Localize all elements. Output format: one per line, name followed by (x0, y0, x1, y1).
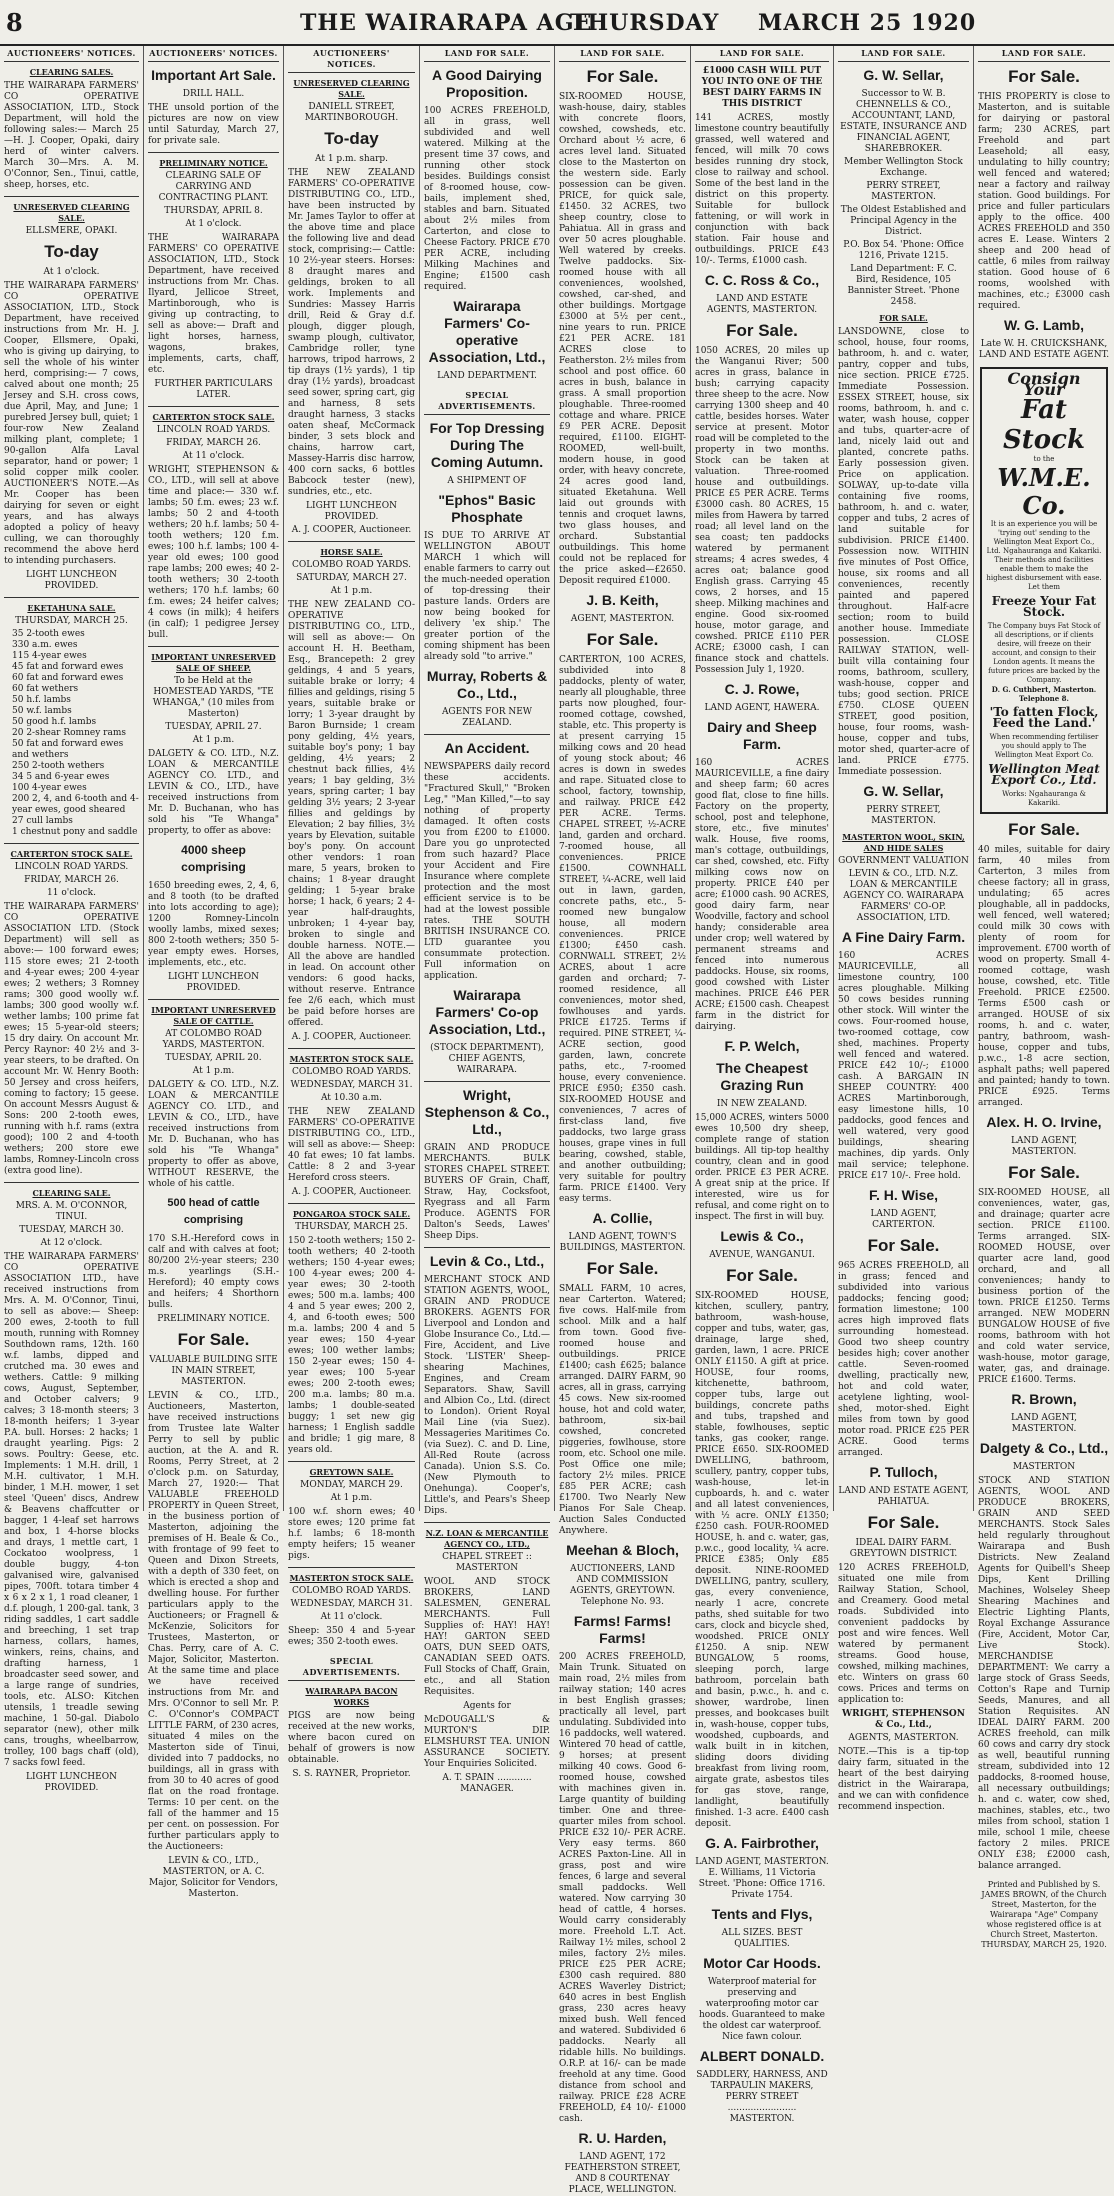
column-1 (0, 46, 143, 1793)
ad-line: When recommending fertiliser you should apply to The Wellington Meat Export Co. (989, 733, 1099, 759)
notice-time: At 11 o'clock. (182, 451, 245, 461)
agent-name: Alex. H. O. Irvine, (986, 1114, 1102, 1130)
ad-body: SIX-ROOMED HOUSE, wash-house, dairy, stables with concrete floors, cowshed, cowsheds, etc. Orchard about ½ acre, 6 acres level land. Situated close to the Masterton on the western side. Early possession can be given. PRICE, for quick sale, £1450. 32 ACRES, two sheep country, close to Pahiatua. All in grass and over 50 acres ploughable. Well watered by creeks. Twelve paddocks. Six-roomed house with all conveniences, woolshed, cowshed, car-shed, and other buildings. Mortgage £3000 at 5½ per cent., nine years to run. PRICE £21 PER ACRE. 181 ACRES close to Featherston. 2½ miles from school and post office. 60 acres in bush, balance in grass. A small proportion ploughable. Three-roomed cottage and whare. PRICE £9 PER ACRE. Deposit required, £1100. EIGHT-ROOMED, well-built, modern house, in good order, with heavy concrete, 24 acres good land, situated Eketahuna. Well laid out grounds with tennis and croquet lawns, two glass houses, and orchard. Substantial outbuildings. This home could not be replaced for the price asked—£2650. Deposit required £1000. (559, 92, 686, 586)
notice-body: Sheep: 350 4 and 5-year ewes; 350 2-tooth ewes. (288, 1626, 415, 1647)
notice-date: THURSDAY, APRIL 8. (164, 206, 263, 216)
ad-sign: LEVIN & CO., LTD., MASTERTON, or A. C. Major, Solicitor for Vendors, Masterton. (149, 1856, 278, 1899)
ad-body: SMALL FARM, 10 acres, near Carterton. Watered; five cows. Half-mile from school. Milk and a half from town. Good five-roomed house and outbuildings. PRICE £1400; cash £625; balance arranged. DAIRY FARM, 90 acres, all in grass, carrying 45 cows. New six-roomed house, hot and cold water, bathroom, six-bail cowshed, concreted piggeries, fowlhouse, store room, etc. School one mile. Post Office one mile; factory 2½ miles. PRICE £85 PER ACRE; cash £1700. Two Nearly New Pianos For Sale Cheap. Auction Sales Conducted Anywhere. (559, 1284, 686, 1536)
notice-body: DALGETY & CO. LTD., N.Z. LOAN & MERCANTILE AGENCY CO. LTD., and LEVIN & CO., LTD., have received instructions from Mr. D. Buchanan, who has sold his "Te Whanga" property to offer as above, WITHOUT RESERVE, the whole of his cattle. (148, 1080, 279, 1189)
ad-heading: Important Art Sale. (151, 67, 276, 83)
agent-name: Lewis & Co., (720, 1228, 804, 1244)
agent-name: F. H. Wise, (868, 1187, 939, 1203)
ad-heading: Levin & Co., Ltd., (429, 1253, 545, 1269)
ad-body: CARTERTON, 100 ACRES, subdivided into 8 paddocks, plenty of water, nearly all ploughable, three parts now ploughed, four-roomed cottage, cowshed, stable, etc. This property is at present carrying 15 milking cows and 20 head of young stock about; 46 acres is down in swedes and rape. Situated close to school, factory, township, and railway. PRICE £42 PER ACRE. Terms. CHAPEL STREET, ½-ACRE land, garden and orchard. 7-roomed house, all conveniences. PRICE £1500. COWNHALL STREET, ¼-ACRE, well laid out in lawn, garden, concrete paths, etc., 5-roomed new bungalow house, all modern conveniences. PRICE £1300; £450 cash. CORNWALL STREET, 2½ ACRES, about 1 acre garden and orchard; 7-roomed residence, all conveniences, motor shed, fowlhouses and yards. PRICE £1725. Terms if required. PINE STREET, ¼-ACRE section, good garden, lawn, concrete paths, etc., 7-roomed house, every convenience. PRICE £950; £350 cash. SIX-ROOMED HOUSE and conveniences, 7 acres of first-class land, five paddocks, two large grass houses, grape vines in full bearing, cowshed, stable, and another outbuilding; very suitable for poultry farm. PRICE £1400. Very easy terms. (559, 655, 686, 1204)
notice-more: FURTHER PARTICULARS LATER. (154, 379, 273, 400)
notice-heading: CLEARING SALES. (29, 67, 114, 77)
notice-heading: PRELIMINARY NOTICE. (159, 158, 268, 168)
agent-phone: P.O. Box 54. 'Phone: Office 1216, Private 1215. (843, 240, 964, 261)
agent-name: G. W. Sellar, (863, 783, 944, 799)
notice-time: At 11 o'clock. (320, 1612, 383, 1622)
notice-body: WRIGHT, STEPHENSON & CO., LTD., will sell at above time and place:— 330 w.f. lambs; 50 f.m. ewes; 23 w.f. lambs; 50 2 and 4-tooth wethers; 20 h.f. lambs; 50 4-tooth wethers; 120 f.m. ewes; 100 h.f. lambs; 100 4-year old ewes; 100 good rape lambs; 200 ewes; 40 2-tooth wethers; 30 2-tooth wethers; 170 h.f. lambs; 60 f.m. ewes; 24 heifer calves; 4 cows (in milk); 4 heifers (in calf); 1 pedigree Jersey bull. (148, 465, 279, 640)
newspaper-title: THE WAIRARAPA AGE (300, 10, 593, 36)
notice-heading: IMPORTANT UNRESERVED SALE OF SHEEP. (151, 652, 276, 673)
ad-heading: For Sale. (1008, 820, 1080, 839)
column-4 (419, 46, 554, 1794)
ad-body: 15,000 ACRES, winters 5000 ewes 10,500 dry sheep, complete range of station buildings. All tip-top healthy country, clean and in good order. PRICE £3 PER ACRE. A great snip at the price. If interested, wire us for refusal, and come right on to inspect. The first in will buy. (695, 1113, 829, 1222)
notice-time: At 1 p.m. (330, 586, 373, 596)
section-header: LAND FOR SALE. (424, 46, 550, 62)
divider (4, 597, 139, 598)
ad-heading: For Sale. (1008, 1163, 1080, 1182)
ad-sub: LAND DEPARTMENT. (437, 371, 537, 381)
agent-address: LAND AGENT, MASTERTON. E. Williams, 11 Victoria Street. 'Phone: Office 1716. Private 1754. (695, 1857, 829, 1900)
ad-subheading: 500 head of cattle comprising (167, 1197, 260, 1226)
agent-name: R. Brown, (1011, 1391, 1077, 1407)
ad-sub: ALL SIZES. BEST QUALITIES. (721, 1928, 803, 1949)
agent-name: P. Tulloch, (869, 1464, 938, 1480)
notice-lunch: LIGHT LUNCHEON PROVIDED. (168, 972, 259, 993)
notice-body: PIGS are now being received at the new works, where bacon cured on behalf of growers is now obtainable. (288, 1711, 415, 1765)
column-6 (690, 46, 833, 2124)
notice-body: THE WAIRARAPA FARMERS' CO OPERATIVE ASSOCIATION LTD. (Stock Department) will sell as above:— 100 forward ewes; 115 store ewes; 21 2-tooth and 4-year ewes; 200 4-year ewes; 2 wethers; 3 Romney rams; 300 good woolly w.f. lambs; 300 good woolly w.f. wether lambs; 100 prime fat ewes; 15 5-year-old steers; 15 dry dairy. On account Mr. Percy Raynor: 40 2½ and 3-year steers, to be drafted. On account Mr. W. Henry Booth: 50 Jersey and cross heifers, coming to factory; 15 geese. On account Messrs August & Sons: 200 2-tooth ewes, running with h.f. rams (extra good); 100 2 and 4-tooth wethers; 200 store ewe lambs, Romney-Lincoln cross (extra good line). (4, 902, 139, 1176)
ad-body: 120 ACRES FREEHOLD, situated one mile from Railway Station, School, and Creamery. Good metal roads. Subdivided into convenient paddocks by post and wire fences. Well watered by permanent streams. Good house, cowshed, milking machines, etc. Winters on grass 60 cows. Prices and terms on application to: (838, 1563, 969, 1705)
divider (288, 1203, 415, 1204)
notice-heading: MASTERTON STOCK SALE. (289, 1573, 414, 1583)
notice-date: TUESDAY, MARCH 30. (19, 1225, 124, 1235)
ad-line: D. G. Cuthbert, Masterton. Telephone 8. (991, 685, 1097, 703)
ad-heading: Wright, Stephenson & Co., Ltd., (424, 1087, 550, 1137)
ad-heading: ALBERT DONALD. (699, 2048, 825, 2064)
ad-body: 141 ACRES, mostly limestone country beautifully grassed, well watered and fenced, will milk 70 cows besides running dry stock, close to railway and school. Some of the best land in the district on this property. Suitable for bullock fattening, or will work in conjunction with back station. Fair house and outbuildings. PRICE £43 10/-. Terms, £1000 cash. (695, 113, 829, 266)
ad-body: LEVIN & CO., LTD. N.Z. LOAN & MERCANTILE AGENCY CO. WAIRARAPA FARMERS' CO-OP. ASSOCIATION, LTD. (843, 869, 964, 923)
stock-list-item: 45 fat and forward ewes (12, 662, 124, 672)
ad-body: 160 ACRES MAURICEVILLE, all limestone country, 100 acres ploughable. Milking 50 cows besides running other stock. Will winter the cows. Four-roomed house, two-roomed cottage, cow shed, machines. Property well fenced and watered. PRICE £42 10/-; £1000 cash. A BARGAIN IN SHEEP COUNTRY: 400 ACRES Martinborough, easy limestone hills, 10 paddocks, good fences and well watered, very good buildings, shearing machines, dip yards. Only mail service; telephone. PRICE £17 10/-. Free hold. (838, 951, 969, 1181)
notice-time: At 1 p.m. (192, 735, 235, 745)
ad-body: THIS PROPERTY is close to Masterton, and is suitable for dairying or pastoral farm; 230 ACRES, part Freehold and part Leasehold; all easy, undulating to hilly country; well fenced and watered; near a factory and railway station. Good buildings. For price and fuller particulars apply to the office. 400 ACRES FREEHOLD and 350 acres E. Lease. Winters 2 sheep and 200 head of cattle, 6 miles from railway station. Good house of 6 rooms, woolshed with machines, etc.; £3000 cash required. (978, 92, 1110, 311)
ad-heading: Wairarapa Farmers' Co-operative Association, Ltd., (428, 298, 546, 365)
notice-heading: GREYTOWN SALE. (309, 1467, 394, 1477)
notice-date: MONDAY, MARCH 29. (300, 1480, 403, 1490)
ad-body: LANSDOWNE, close to school, house, four rooms, bathroom, h. and c. water, pantry, copper and tubs, nice section. PRICE £725. Immediate Possession. ESSEX STREET, house, six rooms, bathroom, h. and c. water, wash house, copper and tubs, quarter-acre of land, nicely laid out and planted, concrete paths. Early possession given. Price on application. SOLWAY, up-to-date villa containing five rooms, bathroom, h. and c. water, copper and tubs, 2 acres of land suitable for subdivision. PRICE £1400. Possession now. WITHIN five minutes of Post Office, house, six rooms and all conveniences, recently painted and papered throughout. Half-acre section; room to build another house. Immediate possession. CLOSE RAILWAY STATION, well-built villa containing four rooms, bathroom, scullery, wash-house, copper and tubs; good section. PRICE £750. CLOSE QUEEN STREET, good position, house, four rooms, wash-house, copper and tubs, motor shed, quarter-acre of land. PRICE £775. Immediate possession. (838, 327, 969, 777)
agent-address: LAND AND ESTATE AGENTS, MASTERTON. (706, 294, 818, 315)
agent-address: PERRY STREET, MASTERTON. (866, 181, 941, 202)
notice-body: THE NEW ZEALAND FARMERS' CO-OPERATIVE DISTRIBUTING CO., LTD., will sell as above:— Sheep: 40 fat ewes; 10 fat lambs. Cattle: 8 2 and 3-year Hereford cross steers. (288, 1107, 415, 1183)
notice-heading: UNRESERVED CLEARING SALE. (293, 78, 410, 99)
notice-place: COLOMBO ROAD YARDS. (291, 560, 412, 570)
ad-heading: A Good Dairying Proposition. (432, 67, 542, 100)
stock-list-item: 50 h.f. lambs (12, 695, 71, 705)
ad-heading: For Sale. (177, 1330, 250, 1349)
ad-heading: For Sale. (1008, 67, 1080, 86)
ad-body: 965 ACRES FREEHOLD, all in grass; fenced and subdivided into various paddocks; fencing good; formation limestone; 100 acres high improved flats surrounding homestead. Good two sheep country besides high; cover another cattle. Seven-roomed dwelling, practically new, hot and cold water, acetylene lighting, wool-shed, motor-shed. Eight miles from town by good motor road. PRICE £25 PER ACRE. Good terms arranged. (838, 1261, 969, 1458)
stock-list-item: 50 good h.f. lambs (12, 717, 97, 727)
agent-name: G. W. Sellar, (863, 67, 944, 83)
notice-heading: CARTERTON STOCK SALE. (10, 849, 133, 859)
divider (4, 196, 139, 197)
agent-name: F. P. Welch, (724, 1038, 800, 1054)
stock-list-item: 50 w.f. lambs (12, 706, 72, 716)
agent-member: Member Wellington Stock Exchange. (844, 157, 963, 178)
notice-heading: MASTERTON STOCK SALE. (289, 1054, 414, 1064)
notice-heading: PONGAROA STOCK SALE. (292, 1209, 411, 1219)
agent-name: C. C. Ross & Co., (704, 272, 820, 288)
ad-sub: CHAPEL STREET :: MASTERTON (442, 1552, 532, 1573)
notice-body: THE WAIRARAPA FARMERS' CO OPERATIVE ASSOCIATION LTD., have received instructions from Mrs. A. M. O'Connor, Tinui, to sell as above:— Sheep: 200 ewes, 2-tooth to full mouth, running with Romney Southdown rams, 12th. 160 w.f. lambs, dipped and crutched ma. 30 ewes and wethers. Cattle: 9 milking cows, August, September, and October calvers; 9 calves; 3 18-month steers; 3 18-month heifers; 1 3-year P.A. bull. Horses: 2 hacks; 1 draught yearling. Pigs: 2 sows. Poultry: Geese, etc. Implements: 1 M.H. drill, 1 M.H. cultivator, 1 M.H. binder, 1 M.H. mower, 1 set steel 'Queen' discs, Andrew & Beavens chaffcutter or bagger, 1 4-leaf set harrows and box, 1 4-horse blocks and drays, 1 mettle cart, 1 Cockatoo woolpress, 1 double buggy, 4-ton galvanised wire, galvanised pipes, 700ft. totara timber 4 x 6 x 2 x 1, 1 road cleaner, 1 d.f. plough, 1 200-gal. tank, 3 riding saddles, 1 cart saddle and breeching, 1 set trap harness, collars, hames, winkers, reins, chains, and drafting harness, 1 broadcaster seed sower, and a large range of sundries, tools, etc. ALSO: Kitchen utensils, 1 treadle sewing machine, 1 50-gal. Diabolo separator (new), other milk cans, troughs, wheelbarrow, trolley, 100 bags chaff (old), 7 sacks fowl feed. (4, 1252, 139, 1768)
page-number: 8 (6, 8, 23, 37)
ad-body: MERCHANT STOCK AND STATION AGENTS, WOOL, GRAIN AND PRODUCE BROKERS. AGENTS FOR Liverpool and London and Globe Insurance Co., Ltd.—Fire, Accident, and Live Stock. 'LISTER' Sheep-shearing Machines, Engines, and Cream Separators. Shaw, Savill and Albion Co., Ltd. (direct to London). Orient Royal Mail Line (via Suez). Messageries Maritimes Co. (via Suez). C. and D. Line, All-Red Route (across Canada). Union S.S. Co. (New Plymouth to Onehunga). Cooper's, Little's, and Pears's Sheep Dips. (424, 1275, 550, 1516)
notice-lunch: LIGHT LUNCHEON PROVIDED. (26, 570, 117, 591)
notice-date: FRIDAY, MARCH 26. (24, 875, 119, 885)
notice-time: 11 o'clock. (47, 888, 96, 898)
printer-imprint: Printed and Published by S. JAMES BROWN, of the Church Street, Masterton, for the Wairarapa "Age" Company whose registered office is at Church Street, Masterton. THURSDAY, MARCH 25, 1920. (981, 1880, 1107, 1949)
notice-lunch: LIGHT LUNCHEON PROVIDED. (306, 501, 397, 522)
ad-body: GRAIN AND PRODUCE MERCHANTS. BULK STORES CHAPEL STREET. BUYERS OF Grain, Chaff, Straw, Hay, Cocksfoot, Ryegrass and all Farm Produce. AGENTS FOR Dalton's Seeds, Lawes' Sheep Dips. (424, 1143, 550, 1241)
ad-heading: MASTERTON WOOL, SKIN, AND HIDE SALES (842, 832, 965, 853)
notice-today: To-day (324, 129, 379, 148)
ad-heading: Farms! Farms! Farms! (573, 1613, 672, 1646)
notice-body: THE WAIRARAPA FARMERS' CO OPERATIVE ASSOCIATION, LTD., Stock Department, have received instructions from Mr. Chas. Ilyard, Jellicoe Street, Martinborough, who is giving up contracting, to sell as above:— Draft and light horses, harness, wagons, brakes, implements, carts, chaff, etc. (148, 233, 279, 375)
ad-note: NOTE.—This is a tip-top dairy farm, situated in the heart of the best dairying district in the Wairarapa, and we can with confidence recommend inspection. (838, 1747, 969, 1812)
ad-sub: AGENTS FOR NEW ZEALAND. (441, 707, 533, 728)
ad-heading: For Sale. (867, 1513, 940, 1532)
notice-sign: A. J. COOPER, Auctioneer. (291, 1187, 412, 1197)
ad-body: STOCK AND STATION AGENTS, WOOL AND PRODUCE BROKERS, GRAIN AND SEED MERCHANTS. Stock Sales held regularly throughout Wairarapa and Bush Districts. New Zealand Agents for Quibell's Sheep Dips, Kent Drilling Machines, Wolseley Sheep Shearing Machines and Electric Lighting Plants, Royal Exchange Assurance (Fire, Accident, Motor Car, Live Stock). MERCHANDISE DEPARTMENT: We carry a large stock of Grass Seeds, Cotton's Rape and Turnip Seeds, Manures, and all Station Requisites. AN IDEAL DAIRY FARM. 200 ACRES freehold, can milk 60 cows and carry dry stock as well, beautiful running stream, subdivided into 12 paddocks, 8-roomed house, all necessary outbuildings; h. and c. water, cow shed, machines, stables, etc., two miles from school, station 1 mile, school 1 mile, cheese factory 2 miles. PRICE ONLY £38; £2000 cash, balance arranged. (978, 1476, 1110, 1871)
notice-sign: S. S. RAYNER, Proprietor. (292, 1769, 411, 1779)
notice-body: 100 w.f. shorn ewes; 40 store ewes; 120 prime fat h.f. lambs; 6 18-month empty heifers; 15 weaner pigs. (288, 1507, 415, 1561)
notice-place: COLOMBO ROAD YARDS. (291, 1067, 412, 1077)
notice-time: At 1 p.m. (330, 1493, 373, 1503)
stock-list-item: 115 4-year ewes (12, 651, 87, 661)
divider (424, 1522, 550, 1523)
notice-today: To-day (44, 242, 99, 261)
ad-body: SIX-ROOMED HOUSE, all conveniences, water, gas, and drainage; quarter acre section. PRICE £1100. Terms arranged. SIX-ROOMED HOUSE, over quarter acre land, good orchard, and all conveniences; handy to business portion of the town. PRICE £1250. Terms arranged. NEW MODERN BUNGALOW HOUSE of five rooms, bathroom with hot and cold water service, wash-house, motor garage, water, gas, and drainage. PRICE £1600. Terms. (978, 1188, 1110, 1385)
agent-desc: Successor to W. B. CHENNELLS & CO., ACCOUNTANT, LAND, ESTATE, INSURANCE AND FINANCIAL AGENT, SHAREBROKER. (840, 89, 967, 154)
ad-body: 40 miles, suitable for dairy farm, 40 miles from Carterton, 3 miles from cheese factory; all in grass, undulating; 65 acres ploughable, all in paddocks, well fenced, well watered; could milk 30 cows with plenty of room for improvement. £700 worth of wood on property. Small 4-roomed cottage, wash house, cowshed, etc. Title Freehold. PRICE £2500. Terms £500 cash or arranged. HOUSE of six rooms, h. and c. water, pantry, bathroom, wash-house, copper and tubs, p.w.c., 1-8 acre section, asphalt paths; well papered and painted; handy to town. PRICE £925. Terms arranged. (978, 845, 1110, 1108)
notice-heading: EKETAHUNA SALE. (27, 603, 116, 613)
ad-place: DRILL HALL. (182, 89, 245, 99)
ad-heading: Tents and Flys, (711, 1906, 813, 1922)
ad-heading: For Sale. (586, 630, 659, 649)
ad-heading: For Sale. (586, 67, 659, 86)
ad-heading: For Sale. (726, 1266, 798, 1285)
agent-address: LAND AND ESTATE AGENT, PAHIATUA. (838, 1486, 969, 1507)
column-3 (283, 46, 419, 1779)
ad-sub: VALUABLE BUILDING SITE IN MAIN STREET, MASTERTON. (149, 1355, 278, 1387)
divider (288, 1567, 415, 1568)
ad-heading: Dairy and Sheep Farm. (707, 719, 817, 752)
divider (4, 843, 139, 844)
agent-name: J. B. Keith, (586, 592, 659, 608)
section-header: SPECIAL ADVERTISEMENTS. (288, 1654, 415, 1681)
section-header: LAND FOR SALE. (978, 46, 1110, 62)
ad-sub: Agents for (463, 1701, 511, 1711)
notice-preliminary: PRELIMINARY NOTICE. (157, 1314, 270, 1324)
divider (148, 999, 279, 1000)
section-header: LAND FOR SALE. (838, 46, 969, 62)
column-2 (143, 46, 283, 1899)
ad-heading: The Cheapest Grazing Run (716, 1060, 808, 1093)
agent-name: C. J. Rowe, (724, 681, 800, 697)
notice-body: THE WAIRARAPA FARMERS' CO OPERATIVE ASSOCIATION, LTD., Stock Department, have received instructions from Mr. H. J. Cooper, Ellsmere, Opaki, who is giving up dairying, to sell the whole of his winter herd, comprising:— 7 cows, calved about one month; 25 Jersey and S.H. cross cows, due April, May, and June; 1 purebred Jersey bull, quiet; 1 four-row New Zealand milking plant, complete; 1 90-gallon Alfa Laval separator, hand or power; 1 solid copper milk cooler. AUCTIONEER'S NOTE.—As Mr. Cooper has been dairying for seven or eight years, and has always adopted a policy of heavy culling, we can thoroughly recommend the above herd to intending purchasers. (4, 281, 139, 566)
notice-date: FRIDAY, MARCH 26. (166, 438, 261, 448)
ad-heading: N.Z. LOAN & MERCANTILE AGENCY CO., LTD., (425, 1528, 549, 1549)
notice-sign: A. J. COOPER, Auctioneer. (291, 525, 412, 535)
ad-line: Fat Stock (1003, 395, 1085, 455)
ad-line: 'To fatten Flock, Feed the Land.' (989, 705, 1099, 730)
notice-place: LINCOLN ROAD YARDS. (14, 862, 129, 872)
agent-dept: Land Department: F. C. Bird, Residence, 105 Bannister Street. 'Phone 2458. (847, 264, 960, 307)
ad-sub: A SHIPMENT OF (447, 476, 527, 486)
ad-body: THE unsold portion of the pictures are now on view until Saturday, March 27, for private sale. (148, 103, 279, 146)
column-5 (554, 46, 690, 2195)
notice-heading: UNRESERVED CLEARING SALE. (13, 202, 130, 223)
divider (288, 1048, 415, 1049)
notice-heading: CLEARING SALE. (32, 1188, 111, 1198)
agent-address: LAND AGENT, MASTERTON. (1010, 1136, 1078, 1157)
notice-body: 1650 breeding ewes, 2, 4, 6, and 8 tooth (to be drafted into lots according to age); 1200 Romney-Lincoln woolly lambs, mixed sexes; 800 2-tooth wethers; 350 5-year empty ewes. Horses, implements, etc., etc. (148, 881, 279, 968)
stock-list-item: 100 4-year ewes (12, 783, 87, 793)
notice-place: DANIELL STREET, MARTINBOROUGH. (304, 102, 399, 123)
notice-place: MRS. A. M. O'CONNOR, TINUI. (15, 1201, 128, 1222)
ad-heading: Murray, Roberts & Co., Ltd., (426, 668, 548, 701)
notice-place: AT COLOMBO ROAD YARDS, MASTERTON. (162, 1029, 265, 1050)
divider (148, 646, 279, 647)
columns (0, 46, 1114, 2195)
divider (288, 541, 415, 542)
ad-body: McDOUGALL'S & MURTON'S DIP. ELMSHURST TEA. UNION ASSURANCE SOCIETY. Your Enquiries Solicited. (424, 1715, 550, 1769)
notice-date: WEDNESDAY, MARCH 31. (290, 1080, 413, 1090)
ad-sign: A. T. SPAIN ............ MANAGER. (442, 1773, 532, 1794)
notice-body: DALGETY & CO. LTD., N.Z. LOAN & MERCANTILE AGENCY CO. LTD., and LEVIN & CO., LTD., have received instructions from Mr. D. Buchanan, who has sold his "Te Whanga" property, to offer as above: (148, 749, 279, 836)
agent-name: G. A. Fairbrother, (705, 1835, 819, 1851)
stock-list-item: 20 2-shear Romney rams (12, 728, 126, 738)
agent-address: Late W. H. CRUICKSHANK, LAND AND ESTATE AGENT. (978, 339, 1110, 360)
column-8 (973, 46, 1114, 1949)
notice-heading: WAIRARAPA BACON WORKS (305, 1686, 398, 1707)
stock-list-item: 60 fat wethers (12, 684, 79, 694)
agent-address: LAND AGENT, CARTERTON. (870, 1209, 937, 1230)
notice-date: THURSDAY, MARCH 25. (15, 616, 128, 626)
agent-address: AGENTS, MASTERTON. (848, 1733, 959, 1743)
ad-line: W.M.E. Co. (997, 463, 1091, 520)
ad-line: It is an experience you will be 'trying out' sending to the Wellington Meat Export Co., Ltd. Ngahauranga and Kakariki. Their methods and facilities enable them to make the highest disbursement with ease. Let them (986, 520, 1102, 591)
section-header: LAND FOR SALE. (695, 46, 829, 62)
notice-body: 170 S.H.-Hereford cows in calf and with calves at foot; 80/200 2½-year steers; 230 m.s. yearlings (S.H.-Hereford); 40 empty cows and heifers; 4 Shorthorn bulls. (148, 1234, 279, 1310)
notice-time: At 10.30 a.m. (320, 1093, 383, 1103)
stock-list-item: 250 2-tooth wethers (12, 761, 105, 771)
agent-address: LAND AGENT, 172 FEATHERSTON STREET, AND 8 COURTENAY PLACE, WELLINGTON. (564, 2152, 681, 2195)
notice-date: SATURDAY, MARCH 27. (296, 573, 407, 583)
notice-time: At 1 o'clock. (185, 219, 242, 229)
notice-time: At 1 o'clock. (43, 267, 100, 277)
agent-address: AVENUE, WANGANUI. (709, 1250, 815, 1260)
stock-list-item: 50 fat and forward ewes and wethers (12, 739, 124, 760)
ad-sub: (STOCK DEPARTMENT), CHIEF AGENTS, WAIRARAPA. (430, 1043, 544, 1075)
notice-place: LINCOLN ROAD YARDS. (156, 425, 271, 435)
ad-body: LEVIN & CO., LTD., Auctioneers, Masterton, have received instructions from Trustee late Walter Perry to sell by public auction, at the A. and R. Rooms, Perry Street, at 2 o'clock p.m. on Saturday, March 27, 1920:— That VALUABLE FREEHOLD PROPERTY in Queen Street, in the business portion of Masterton, adjoining the premises of H. Beale & Co., with frontage of 99 feet to Queen and Dixon Streets, with a depth of 330 feet, on which is erected a shop and dwelling house. For further particulars apply to the Auctioneers; or Fragnell & McKenzie, Solicitors for Trustees, Masterton, or Chas. Perry, care of A. C. Major, Solicitor, Masterton. At the same time and place we have received instructions from Mr. and Mrs. O'Connor to sell Mr. P. C. O'Connor's COMPACT LITTLE FARM, of 230 acres, situated 4 miles on the Masterton side of Tinui, divided into 7 paddocks, no buildings, all in grass with from 30 to 40 acres of good flat on the road frontage. Terms: 10 per cent. on the fall of the hammer and 15 per cent. on possession. For further particulars apply to the Auctioneers: (148, 1391, 279, 1852)
section-header: SPECIAL ADVERTISEMENTS. (424, 388, 550, 415)
ad-heading: FOR SALE. (879, 313, 928, 323)
ad-body: 200 ACRES FREEHOLD, Main Trunk. Situated on main road, 2½ miles from railway station; 140 acres in best English grasses; practically all level, part undulating. Subdivided into 16 paddocks, well watered. Wintered 70 head of cattle, 9 horses; at present milking 40 cows. Good 6-roomed house, cowshed with machines given in. Large quantity of building timber. One and three-quarter miles from school. PRICE £32 10/- PER ACRE. Very easy terms. 860 ACRES Paxton-Line. All in grass, post and wire fences, 6 large and several small paddocks. Well watered. Now carrying 30 head of cattle, 4 horses. Would carry considerably more. Freehold L.T. Act. Railway 1½ miles, school 2 miles, factory 2½ miles. PRICE £25 PER ACRE; £300 cash required. 880 ACRES Waverley District; 640 acres in best English grass, 230 acres heavy mixed bush. Well fenced and watered. Subdivided 6 paddocks. Nearly all ridable hills. No buildings. O.R.P. at 16/- can be made freehold at any time. Good distance from school and railway. PRICE £28 ACRE FREEHOLD, £4 10/- £1000 cash. (559, 1652, 686, 2124)
divider (288, 1461, 415, 1462)
ad-heading: A Fine Dairy Farm. (841, 929, 966, 945)
ad-heading: For Top Dressing During The Coming Autumn. (429, 420, 545, 470)
agent-name: A. Collie, (592, 1210, 653, 1226)
agent-name: Dalgety & Co., Ltd., (979, 1440, 1109, 1456)
masthead (0, 0, 1114, 46)
column-7 (833, 46, 973, 1812)
stock-list-item: 330 a.m. ewes (12, 640, 78, 650)
notice-place: To be Held at the HOMESTEAD YARDS, "TE WHANGA," (10 miles from Masterton) (152, 676, 275, 719)
stock-list-item: 60 fat and forward ewes (12, 673, 124, 683)
notice-body: THE WAIRARAPA FARMERS' CO OPERATIVE ASSOCIATION, LTD., Stock Department, will hold the following sales:— March 25—H. J. Cooper, Opaki, dairy herd of winter calvers. March 30—Mrs. A. M. O'Connor, Sen., Tinui, cattle, sheep, horses, etc. (4, 81, 139, 190)
issue-day: THURSDAY (570, 10, 720, 36)
ad-product: "Ephos" Basic Phosphate (438, 492, 536, 525)
notice-date: TUESDAY, APRIL 27. (165, 722, 262, 732)
ad-sub: IN NEW ZEALAND. (716, 1099, 808, 1109)
ad-line: Freeze Your Fat Stock. (991, 594, 1097, 619)
agent-name: WRIGHT, STEPHENSON & Co., Ltd., (842, 1709, 965, 1730)
ad-line: Works: Ngahauranga & Kakariki. (1002, 790, 1086, 807)
stock-list-item: 1 chestnut pony and saddle (12, 827, 138, 837)
stock-list-item: 200 2, 4, and 6-tooth and 4-year ewes, good sheared (12, 794, 139, 815)
notice-lunch: LIGHT LUNCHEON PROVIDED. (26, 1772, 117, 1793)
stock-list (4, 629, 139, 838)
divider (148, 406, 279, 407)
ad-body: WOOL AND STOCK BROKERS, LAND SALESMEN, GENERAL MERCHANTS. Full Supplies of: HAY! HAY! HAY! GARTON SEED OATS, DUN SEED OATS, CANADIAN SEED OATS. Full Stocks of Chaff, Grain, etc., and all Station Requisites. (424, 1577, 550, 1697)
section-header: AUCTIONEERS' NOTICES. (4, 46, 139, 62)
section-header: AUCTIONEERS' NOTICES. (148, 46, 279, 62)
notice-time: At 12 o'clock. (40, 1238, 103, 1248)
ad-line: Consign Your (1007, 369, 1081, 399)
ad-body: SIX-ROOMED HOUSE, kitchen, scullery, pantry, bathroom, wash-house, copper and tubs, water, gas, drainage, large shed, garden, lawn, 1 acre. PRICE ONLY £1150. A gift at price. HOUSE, four rooms, kitchenette, bathroom, copper tubs, large out buildings, concrete paths and tubs, trapshed and stable, fowlhouses, septic tanks, gas cooker, range. PRICE £650. SIX-ROOMED DWELLING, bathroom, scullery, pantry, copper tubs, wash-house, let-in cupboards, h. and c. water and all latest conveniences, with ½ acre. ONLY £1350; £250 cash. FOUR-ROOMED HOUSE, h. and c. water, gas, p.w.c., good locality, ¼ acre. PRICE £385; Only £85 deposit. NINE-ROOMED DWELLING, pantry, scullery, gas, every convenience, nearly 1 acre, concrete paths, shed suitable for two cars, clock and bicycle shed, woodshed. PRICE ONLY £1250. A snip. NEW BUNGALOW, 5 rooms, sleeping porch, large bathroom, porcelain bath and basin, p.w.c., h. and c. shower, wardrobe, linen presses, and bookcases built in, wash-house, copper tubs, woodshed, cupboards, and walk built in in kitchen, sliding doors dividing breakfast from living room, airgate grate, asbestos tiles for gas stove, range, landlight, beautifully finished. 1-3 acre. £400 cash deposit. (695, 1291, 829, 1829)
divider (148, 152, 279, 153)
agent-name: Meehan & Bloch, (566, 1542, 679, 1558)
notice-heading: IMPORTANT UNRESERVED SALE OF CATTLE. (151, 1005, 276, 1026)
ad-sub: GOVERNMENT VALUATION (838, 856, 969, 866)
ad-heading: £1000 CASH WILL PUT YOU INTO ONE OF THE BEST DAIRY FARMS IN THIS DISTRICT (701, 66, 823, 109)
divider (424, 1247, 550, 1248)
section-header: AUCTIONEERS' NOTICES. (288, 46, 415, 73)
ad-body: 1050 ACRES, 20 miles up the Wanganui River; 500 acres in grass, balance in bush; carrying capacity three sheep to the acre. Now carrying 1300 sheep and 40 cattle, besides horses. Water service at present. Motor road will be completed to the property in two months. Stock can be taken at valuation. Three-roomed house and outbuildings. PRICE £5 PER ACRE. Terms £3000 cash. 80 ACRES, 15 miles from Hawera by tarred road; all level land on the sea coast; ten paddocks watered by permanent streams; 4 acres swedes, 4 acres oat; balance good English grass. Carrying 45 cows, 2 horses, and 15 sheep. Milking machines and engine. Good six-roomed house, motor garage, and cowshed. PRICE £110 PER ACRE; £3000 cash, I can finance stock and chattels. Possession July 1, 1920. (695, 346, 830, 675)
issue-date: MARCH 25 1920 (758, 10, 977, 36)
notice-time: At 1 p.m. (192, 1066, 235, 1076)
agent-address: AUCTIONEERS, LAND AND COMMISSION AGENTS, GREYTOWN. Telephone No. 93. (570, 1564, 675, 1607)
divider (4, 1182, 139, 1183)
notice-time: At 1 p.m. sharp. (315, 154, 388, 164)
ad-body: NEWSPAPERS daily record these accidents. "Fractured Skull," "Broken Leg," "Man Killed,"—to say nothing of property damaged. It often costs you from £200 to £1000. Dare you go unprotected from such hazard? Place your Accident and Fire Insurance where complete protection and the most efficient service is to be had at the lowest possible rates. THE SOUTH BRITISH INSURANCE CO. LTD guarantee you consummate protection. Full information on application. (424, 762, 550, 981)
wme-advertisement (980, 367, 1108, 814)
ad-heading: For Sale. (726, 321, 798, 340)
ad-sub: Waterproof material for preserving and waterproofing motor car hoods. Guaranteed to make the oldest car waterproof. Nice fawn colour. (698, 1977, 826, 2042)
ad-heading: Wairarapa Farmers' Co-op Association, Ltd., (428, 987, 546, 1037)
agent-address: LAND AGENT, TOWN'S BUILDINGS, MASTERTON. (559, 1232, 686, 1253)
agent-address: AGENT, MASTERTON. (570, 614, 675, 624)
divider (424, 1081, 550, 1082)
agent-oldest: The Oldest Established and Principal Agency in the District. (840, 205, 967, 237)
notice-date: WEDNESDAY, MARCH 31. (290, 1599, 413, 1609)
ad-body: IS DUE TO ARRIVE AT WELLINGTON ABOUT MARCH 1 which will enable farmers to carry out the much-needed operation of top-dressing their pasture lands. Orders are now being booked for delivery 'ex ship.' The greater portion of the coming shipment has been already sold "to arrive." (424, 531, 550, 662)
notice-place: COLOMBO ROAD YARDS. (291, 1586, 412, 1596)
ad-heading: An Accident. (444, 740, 530, 756)
agent-address: LAND AGENT, MASTERTON. (1010, 1413, 1078, 1434)
ad-line: Wellington Meat Export Co., Ltd. (988, 762, 1100, 787)
notice-body: THE NEW ZEALAND FARMERS' CO-OPERATIVE DISTRIBUTING CO., LTD., have been instructed by Mr. James Taylor to offer at the above time and place the following live and dead stock, comprising:— Cattle: 10 2½-year steers. Horses: 8 draught mares and geldings, broken to all work. Implements and Sundries: Massey Harris drill, Reid & Gray d.f. plough, digger plough, swamp plough, cultivator, Cambridge roller, tyne harrows, tripod harrows, 2 tip drays (1½ yards), 1 tip dray (1½ yards), broadcast seed sower, spring cart, gig and harness, 8 sets draught harness, 3 stacks oaten sheaf, McCormack binder, 3 sets block and chains, harrow cart, Massey-Harris disc harrow, 400 corn sacks, 6 bottles Babcock tester (new), sundries, etc., etc. (288, 168, 415, 497)
stock-list-item: 27 cull lambs (12, 816, 73, 826)
ad-body: 100 ACRES FREEHOLD, all in grass, well subdivided and well watered. Milking at the present time 37 cows, and running other stock besides. Buildings consist of 8-roomed house, cow-bails, implement shed, stables and barn. Situated about 2½ miles from Carterton, and close to Cheese Factory. PRICE £70 PER ACRE, including Milking Machines and Engine; £1500 cash required. (424, 106, 550, 292)
ad-line: The Company buys Fat Stock of all descriptions, or if clients desire, will freeze on their account, and consign to their London agents. It means the future prices are backed by the Company. (987, 622, 1101, 684)
divider (424, 734, 550, 735)
notice-body: THE NEW ZEALAND CO-OPERATIVE DISTRIBUTING CO., LTD., will sell as above:— On account H. H. Beetham, Esq., Brancepeth: 2 grey geldings, 4 and 5 years, suitable brake or lorry; 4 fillies and geldings, rising 5 years, suitable brake or lorry; 1 3-year draught by Baron Burnside; 1 cream pony gelding, 4½ years, suitable boy's pony; 1 bay gelding, 4½ years; 2 chestnut back fillies, 4½ years; 1 bay gelding, 3½ years, spring carter; 1 bay gelding 3½ years; 2 3-year fillies and geldings by Elevation; 2 bay fillies, 3½ years by Elevation, suitable boy's pony. On account other vendors: 1 roan mare, 5 years, broken to chains; 1 8-year draught gelding; 1 5-year brake horse; 1 hack, 6 years; 2 4-year half-draughts, unbroken; 1 4-year bay, broken to single and double harness. NOTE.—All the above are handled in lead. On account other vendors: 6 good hacks, without reserve. Entrance fee 2/6 each, which must be paid before horses are offered. (288, 600, 415, 1028)
notice-heading: CARTERTON STOCK SALE. (152, 412, 275, 422)
agent-name: W. G. Lamb, (1003, 317, 1085, 333)
notice-body: 150 2-tooth wethers; 150 2-tooth wethers; 40 2-tooth wethers; 150 4-year ewes; 100 4-year ewes; 200 4-year ewes; 30 2-tooth ewes; 500 m.a. lambs; 400 4 and 5 year ewes; 200 2, 4, and 6-tooth ewes; 500 m.a. lambs; 200 4 and 5 year ewes; 150 4-year ewes; 100 wether lambs; 150 2-year ewes; 150 4-year ewes; 100 5-year ewes; 200 2-tooth ewes; 200 m.a. lambs; 80 m.a. lambs; 1 double-seated buggy; 1 set new gig harness; 1 English saddle and bridle; 1 gig mare, 8 years old. (288, 1236, 415, 1455)
section-header: LAND FOR SALE. (559, 46, 686, 62)
agent-address: LAND AGENT, HAWERA. (704, 703, 820, 713)
ad-heading: Motor Car Hoods. (703, 1955, 821, 1971)
ad-sub: IDEAL DAIRY FARM. GREYTOWN DISTRICT. (849, 1538, 958, 1559)
notice-title: CLEARING SALE OF CARRYING AND CONTRACTING PLANT. (158, 171, 269, 203)
notice-sign: A. J. COOPER, Auctioneer. (291, 1032, 412, 1042)
agent-address: PERRY STREET, MASTERTON. (866, 805, 941, 826)
stock-list-item: 35 2-tooth ewes (12, 629, 85, 639)
agent-name: R. U. Harden, (578, 2130, 667, 2146)
notice-place: ELLSMERE, OPAKI. (25, 226, 118, 236)
ad-heading: For Sale. (586, 1259, 659, 1278)
ad-subheading: 4000 sheep comprising (181, 843, 246, 874)
ad-body: 160 ACRES MAURICEVILLE, a fine dairy and sheep farm; 60 acres good flat, close to fine hills. Factory on the property, school, post and telephone, store, etc., five minutes' walk. House, five rooms, man's cottage, outbuildings, car shed, cowshed, etc. Fifty milking cows now on property. PRICE £40 per acre; £1000 cash. 90 ACRES, good dairy farm, near Woodville, factory and school handy; considerable area under crop; well watered by permanent streams and fenced into numerous paddocks. House, six rooms, good cowshed with Lister machines. PRICE £46 PER ACRE; £1500 cash. Cheapest farm in the district for dairying. (695, 758, 829, 1032)
agent-address: MASTERTON (1012, 1462, 1076, 1472)
ad-heading: For Sale. (867, 1236, 940, 1255)
ad-sub: SADDLERY, HARNESS, AND TARPAULIN MAKERS, PERRY STREET ........................ MASTERTON. (696, 2070, 828, 2124)
notice-date: THURSDAY, MARCH 25. (295, 1222, 408, 1232)
stock-list-item: 34 5 and 6-year ewes (12, 772, 110, 782)
notice-date: TUESDAY, APRIL 20. (165, 1053, 262, 1063)
ad-line: to the (1033, 455, 1055, 463)
notice-heading: HORSE SALE. (320, 547, 383, 557)
